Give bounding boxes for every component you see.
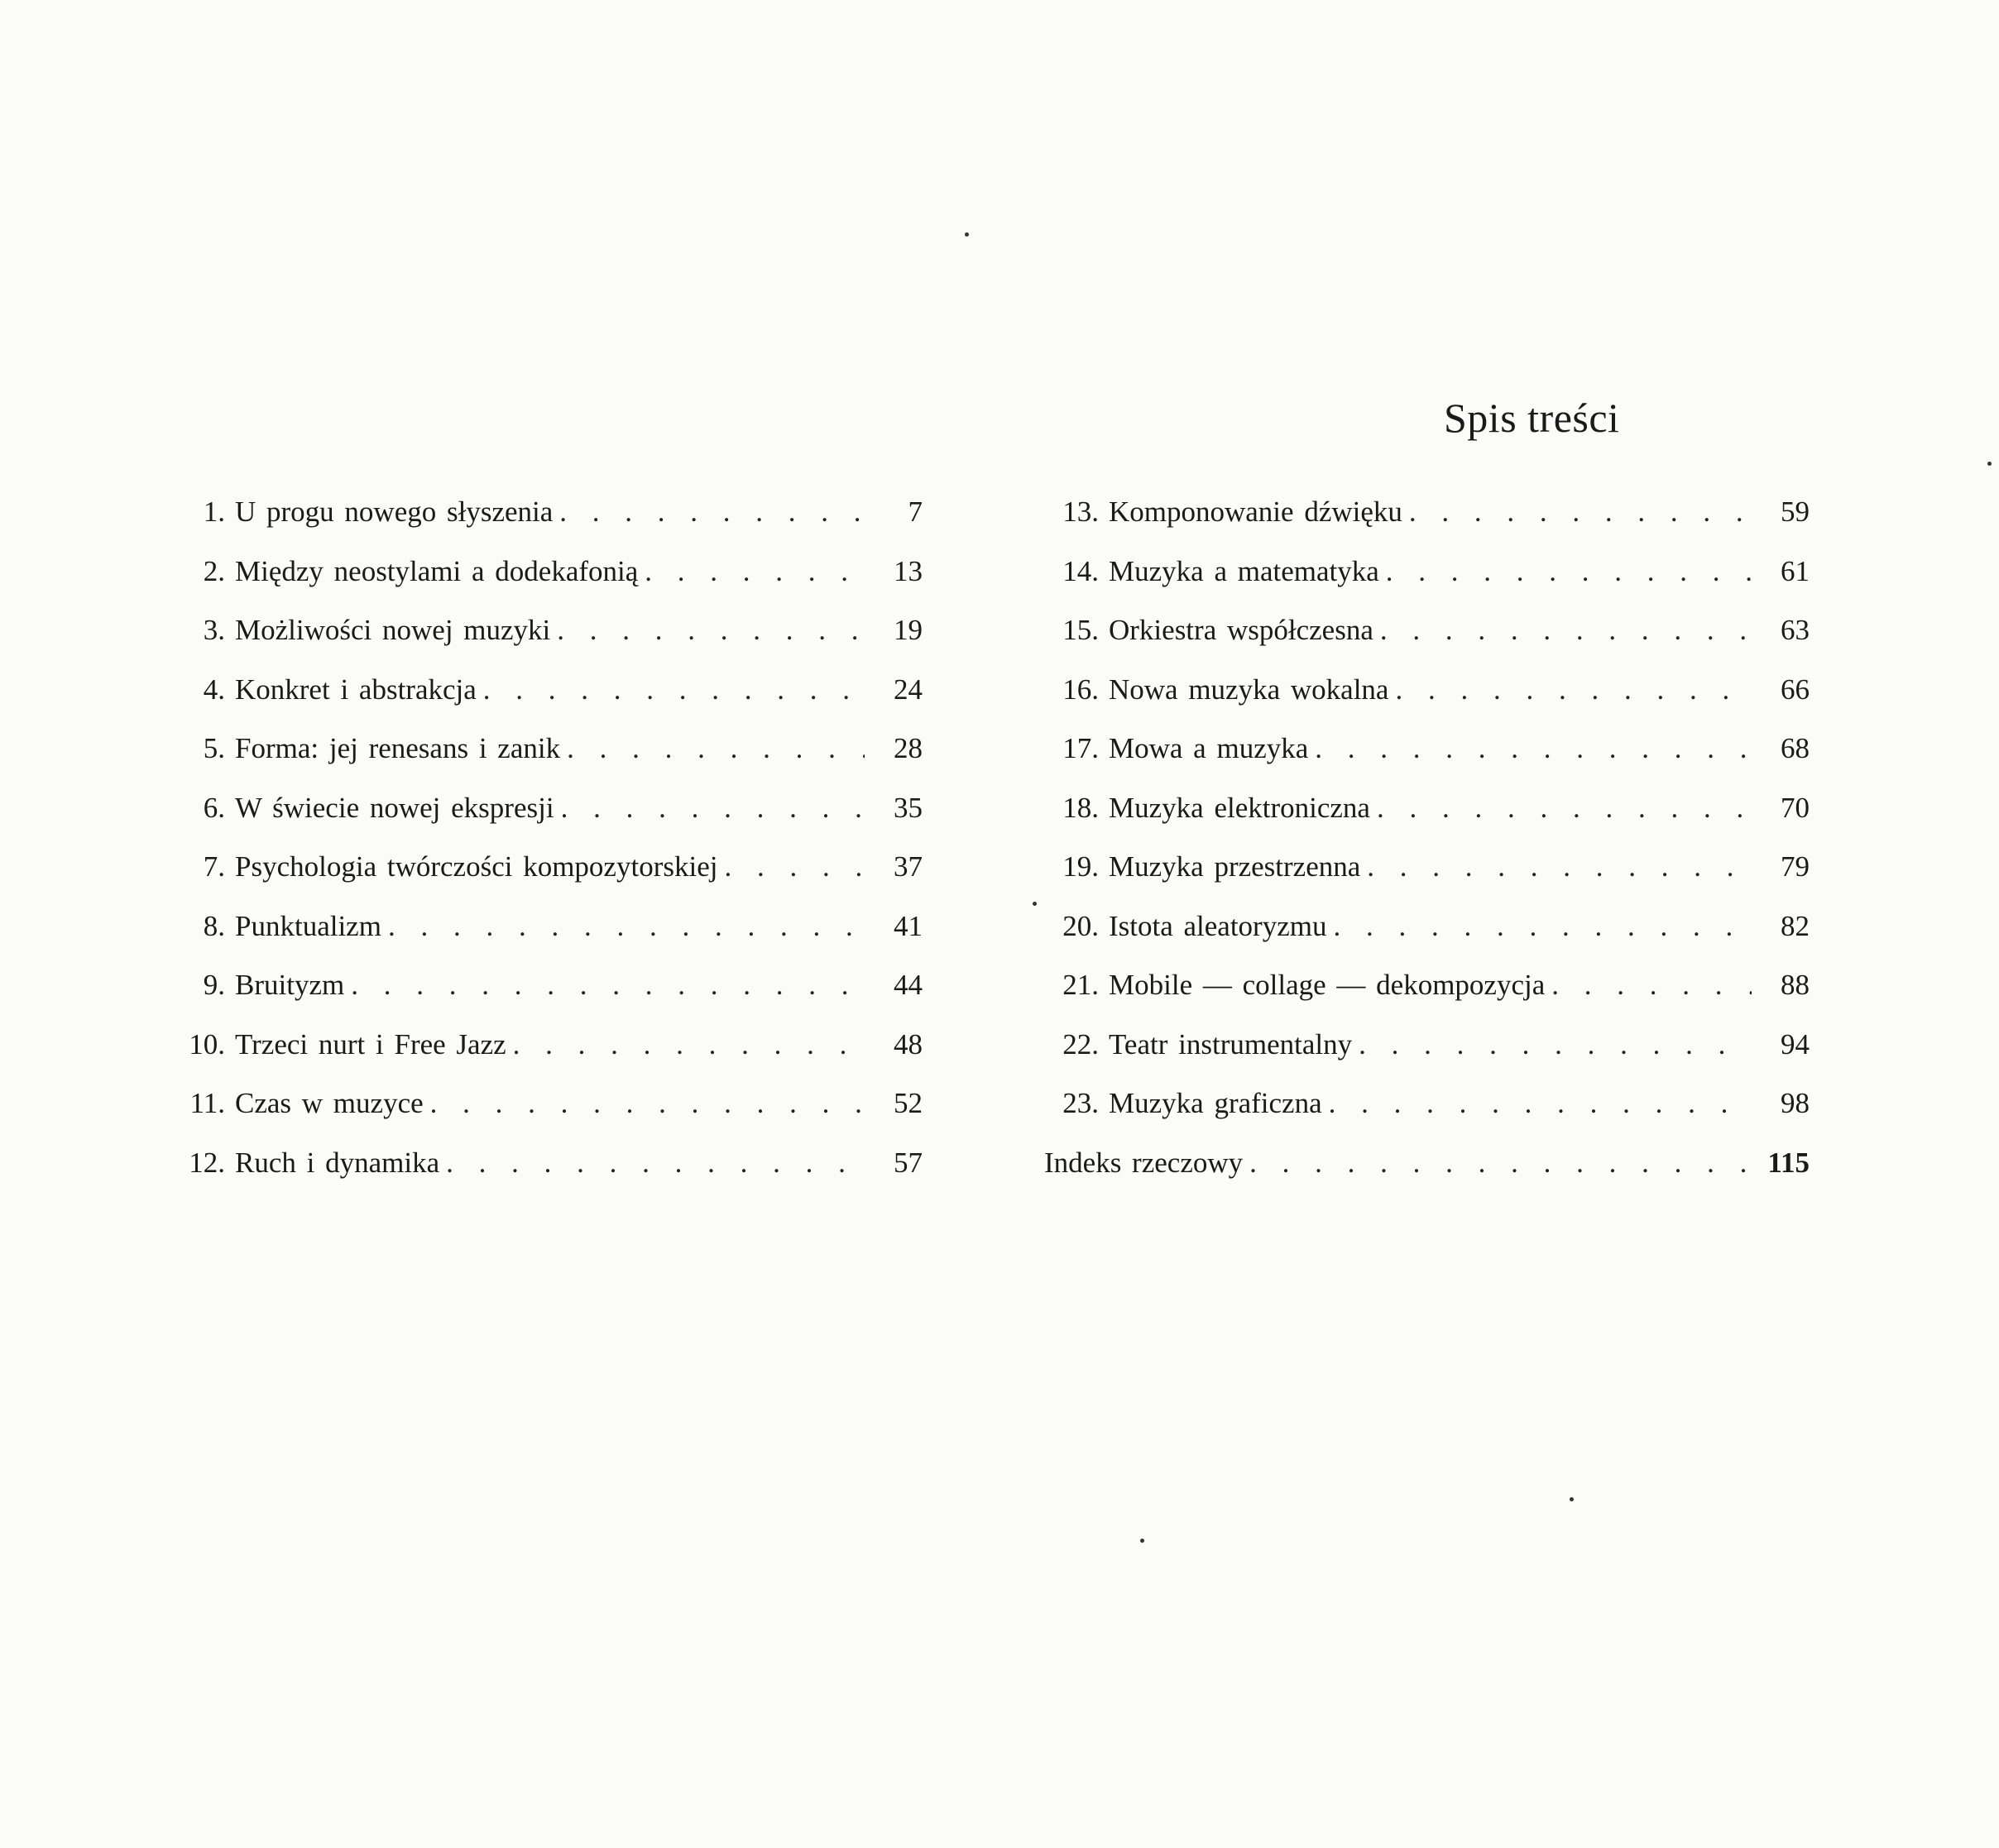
entry-number: 6. — [203, 791, 225, 824]
entry-title: Orkiestra współczesna — [1109, 614, 1373, 646]
toc-entry — [1044, 728, 1810, 788]
dot-leader — [1388, 669, 1752, 711]
entry-number: 20. — [1062, 909, 1099, 942]
entry-page: 7 — [908, 496, 923, 528]
entry-number: 1. — [203, 496, 225, 528]
entry-title: Muzyka a matematyka — [1109, 554, 1379, 587]
entry-number: 22. — [1062, 1027, 1099, 1060]
dot-leader — [381, 906, 865, 947]
dot-leader — [477, 669, 865, 711]
entry-title: Muzyka graficzna — [1109, 1087, 1322, 1119]
entry-page: 35 — [894, 791, 923, 824]
entry-number: 18. — [1062, 791, 1099, 824]
dot-leader — [717, 846, 865, 888]
entry-page: 88 — [1781, 969, 1810, 1001]
dot-leader — [1243, 1142, 1752, 1184]
entry-title: Muzyka przestrzenna — [1109, 850, 1361, 883]
dot-leader — [553, 491, 865, 533]
entry-number: 19. — [1062, 850, 1099, 883]
dot-leader — [554, 788, 865, 829]
entry-number: 15. — [1062, 614, 1099, 646]
toc-entry — [157, 491, 923, 551]
entry-page: 94 — [1781, 1027, 1810, 1060]
entry-page: 82 — [1781, 909, 1810, 942]
entry-page: 52 — [894, 1087, 923, 1119]
dot-leader — [1370, 788, 1752, 829]
dot-leader — [344, 965, 865, 1006]
toc-entry — [1044, 965, 1810, 1024]
dot-leader — [1326, 906, 1752, 947]
entry-title: W świecie nowej ekspresji — [235, 791, 554, 824]
entry-page: 37 — [894, 850, 923, 883]
toc-left-column — [157, 491, 923, 1201]
dot-leader — [550, 610, 865, 651]
entry-page: 48 — [894, 1027, 923, 1060]
toc-entry — [1044, 610, 1810, 669]
toc-entry — [1044, 906, 1810, 965]
dot-leader — [1545, 965, 1752, 1006]
toc-entry — [157, 788, 923, 847]
scan-speck — [1033, 902, 1037, 906]
dot-leader — [560, 728, 865, 769]
entry-number: 2. — [203, 554, 225, 587]
toc-entry — [1044, 1142, 1810, 1202]
dot-leader — [1402, 491, 1752, 533]
scan-speck — [1987, 462, 1992, 466]
entry-page: 13 — [894, 554, 923, 587]
entry-number: 9. — [203, 969, 225, 1001]
toc-entry — [157, 846, 923, 906]
entry-page: 70 — [1781, 791, 1810, 824]
toc-entry — [1044, 491, 1810, 551]
entry-title: Punktualizm — [235, 909, 381, 942]
toc-entry — [157, 1024, 923, 1084]
entry-title: Trzeci nurt i Free Jazz — [235, 1027, 506, 1060]
entry-number: 11. — [189, 1087, 225, 1119]
entry-page: 44 — [894, 969, 923, 1001]
toc-entry — [157, 551, 923, 610]
entry-number: 17. — [1062, 732, 1099, 764]
entry-number: 5. — [203, 732, 225, 764]
entry-number: 10. — [189, 1027, 225, 1060]
entry-number: 13. — [1062, 496, 1099, 528]
entry-title: Forma: jej renesans i zanik — [235, 732, 561, 764]
toc-entry — [1044, 1024, 1810, 1084]
entry-number: 3. — [203, 614, 225, 646]
entry-number: 4. — [203, 673, 225, 706]
entry-title: Istota aleatoryzmu — [1109, 909, 1327, 942]
entry-page: 98 — [1781, 1087, 1810, 1119]
entry-title: Muzyka elektroniczna — [1109, 791, 1370, 824]
entry-title: Komponowanie dźwięku — [1109, 496, 1402, 528]
dot-leader — [506, 1024, 865, 1065]
toc-entry — [157, 610, 923, 669]
entry-page: 66 — [1781, 673, 1810, 706]
entry-page: 115 — [1767, 1146, 1810, 1179]
dot-leader — [1379, 551, 1752, 592]
dot-leader — [638, 551, 865, 592]
entry-number: 7. — [203, 850, 225, 883]
toc-entry — [157, 1142, 923, 1202]
entry-number: 14. — [1062, 554, 1099, 587]
toc-entry — [1044, 788, 1810, 847]
entry-number: 16. — [1062, 673, 1099, 706]
scan-speck — [965, 232, 969, 237]
scan-speck — [1140, 1539, 1144, 1543]
entry-page: 63 — [1781, 614, 1810, 646]
toc-entry — [157, 965, 923, 1024]
entry-page: 41 — [894, 909, 923, 942]
toc-entry — [157, 1083, 923, 1142]
dot-leader — [1322, 1083, 1752, 1124]
toc-right-column — [1044, 491, 1810, 1201]
entry-title: Nowa muzyka wokalna — [1109, 673, 1389, 706]
dot-leader — [1373, 610, 1752, 651]
entry-title: Ruch i dynamika — [235, 1146, 440, 1179]
entry-title: Czas w muzyce — [235, 1087, 424, 1119]
toc-entry — [1044, 846, 1810, 906]
toc-entry — [157, 906, 923, 965]
entry-page: 28 — [894, 732, 923, 764]
dot-leader — [1360, 846, 1752, 888]
entry-title: Konkret i abstrakcja — [235, 673, 477, 706]
dot-leader — [1352, 1024, 1752, 1065]
toc-entry — [1044, 1083, 1810, 1142]
entry-page: 19 — [894, 614, 923, 646]
entry-title: Bruityzm — [235, 969, 345, 1001]
toc-entry — [157, 728, 923, 788]
entry-number: 12. — [189, 1146, 225, 1179]
page-title: Spis treści — [1444, 395, 1620, 441]
entry-title: Mowa a muzyka — [1109, 732, 1309, 764]
entry-number: 23. — [1062, 1087, 1099, 1119]
dot-leader — [1308, 728, 1752, 769]
entry-title: U progu nowego słyszenia — [235, 496, 554, 528]
entry-number: 8. — [203, 909, 225, 942]
entry-title: Między neostylami a dodekafonią — [235, 554, 639, 587]
entry-title: Indeks rzeczowy — [1044, 1146, 1244, 1179]
entry-page: 57 — [894, 1146, 923, 1179]
toc-entry — [1044, 551, 1810, 610]
dot-leader — [439, 1142, 865, 1184]
entry-page: 61 — [1781, 554, 1810, 587]
entry-title: Mobile — collage — dekompozycja — [1109, 969, 1546, 1001]
entry-page: 59 — [1781, 496, 1810, 528]
entry-page: 24 — [894, 673, 923, 706]
entry-page: 79 — [1781, 850, 1810, 883]
entry-title: Psychologia twórczości kompozytorskiej — [235, 850, 718, 883]
scan-speck — [1570, 1497, 1574, 1501]
toc-entry — [157, 669, 923, 729]
dot-leader — [424, 1083, 865, 1124]
entry-title: Teatr instrumentalny — [1109, 1027, 1353, 1060]
entry-number: 21. — [1062, 969, 1099, 1001]
entry-page: 68 — [1781, 732, 1810, 764]
toc-entry — [1044, 669, 1810, 729]
entry-title: Możliwości nowej muzyki — [235, 614, 551, 646]
